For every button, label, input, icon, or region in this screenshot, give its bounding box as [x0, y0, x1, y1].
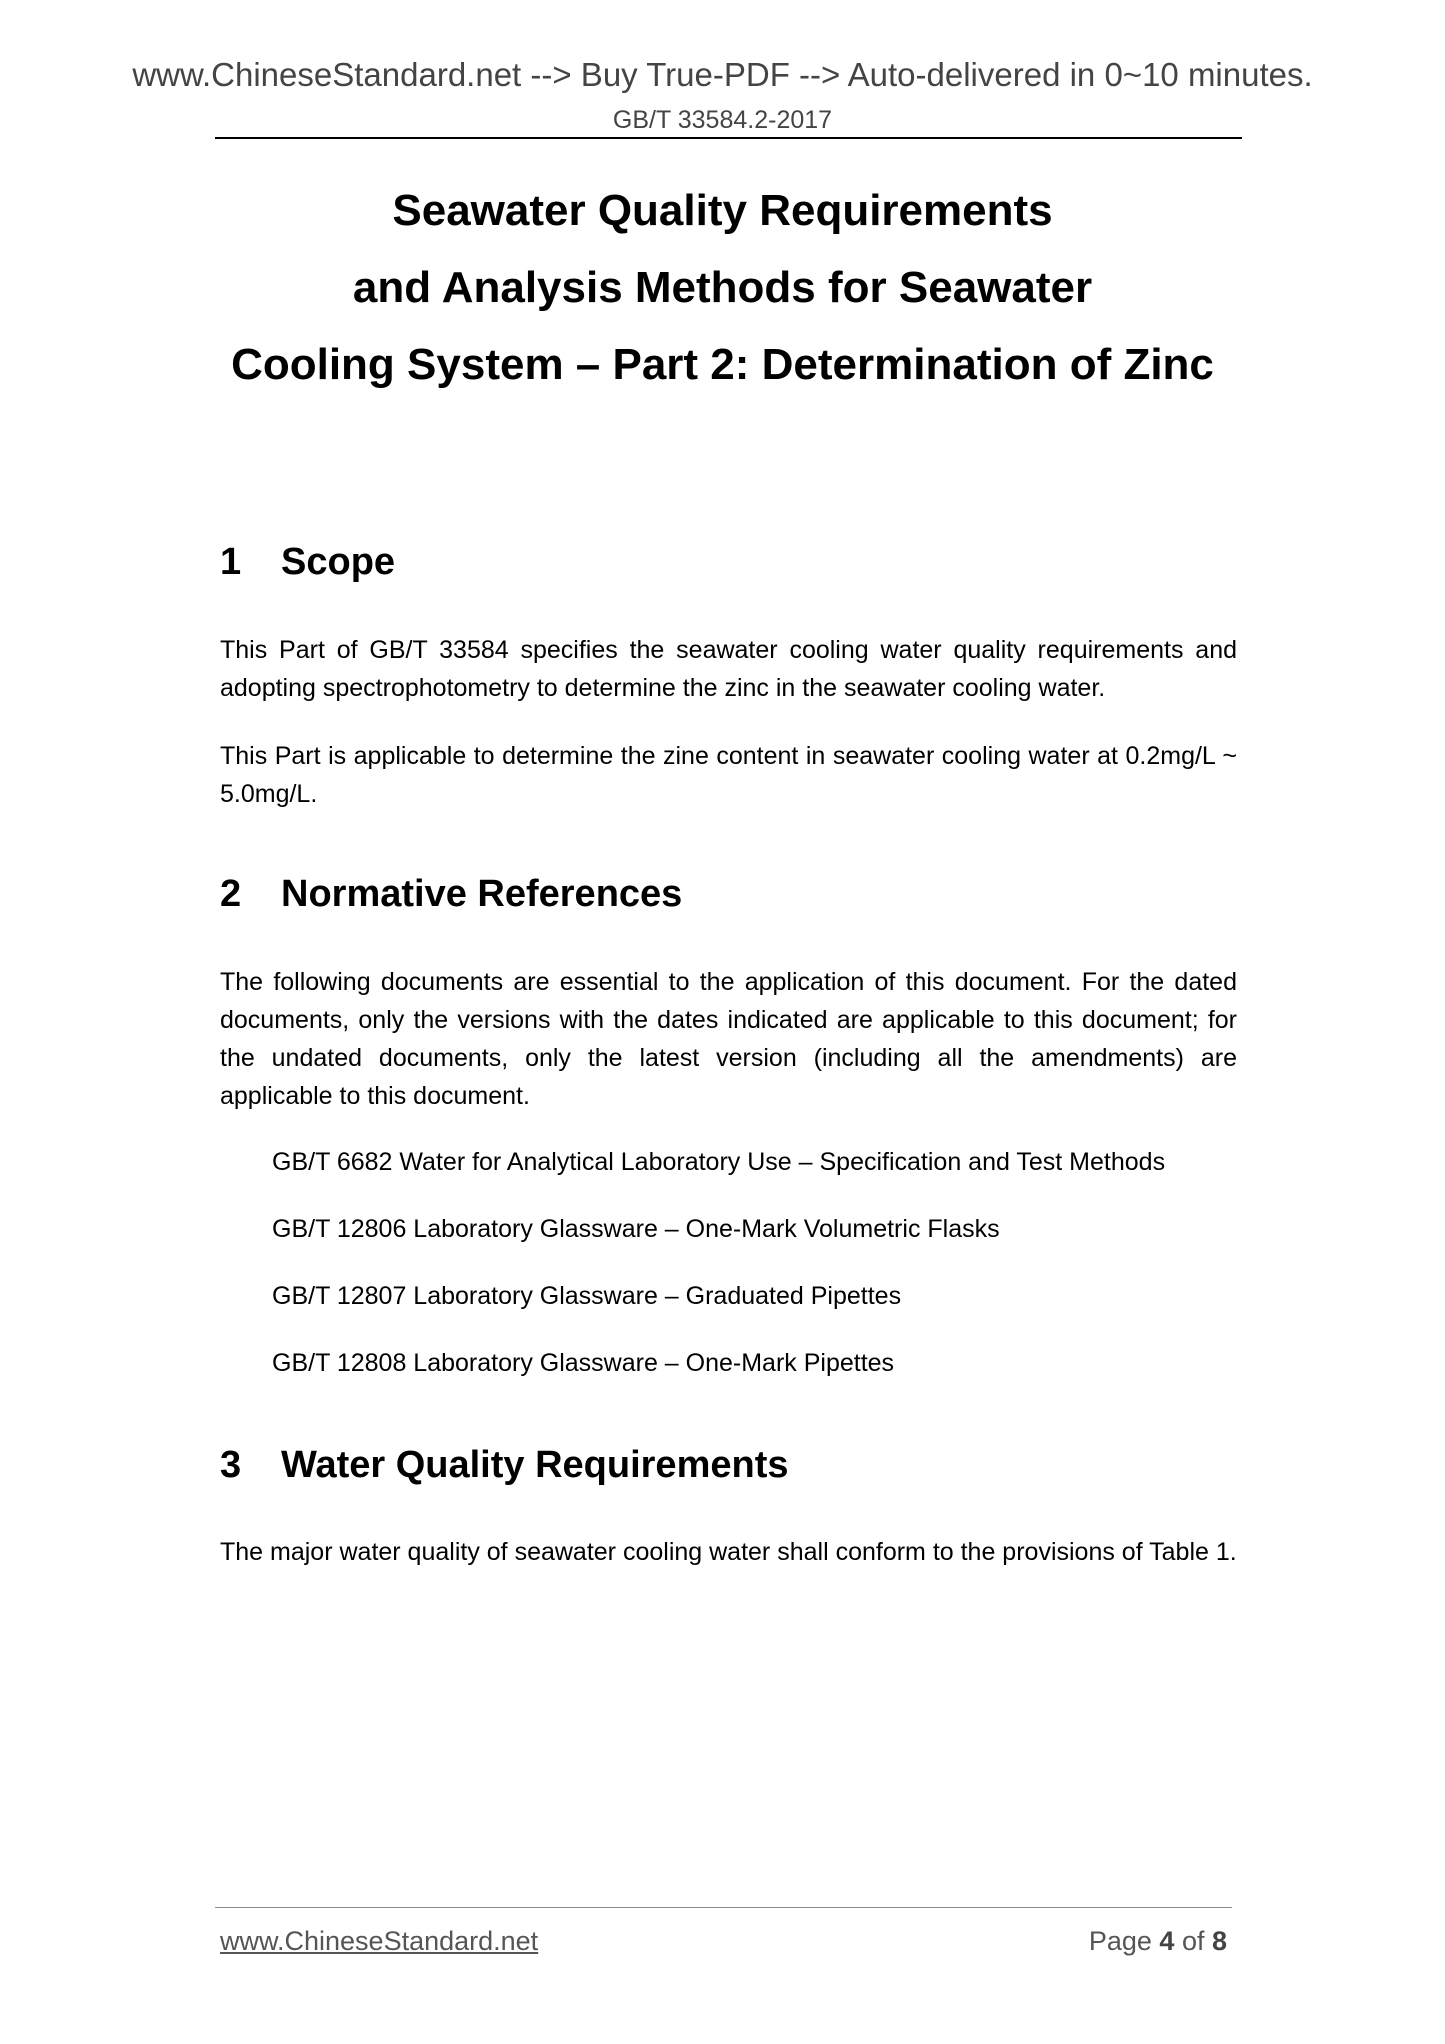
water-quality-paragraph: The major water quality of seawater cooling water shall conform to the provisions of Table 1.	[220, 1538, 1237, 1566]
standard-code: GB/T 33584.2-2017	[612, 106, 833, 134]
section-heading-scope	[220, 541, 395, 584]
document-title-line-3: Cooling System – Part 2: Determination of Zinc	[231, 340, 1214, 389]
section-heading-normative-references	[220, 873, 682, 916]
header-divider	[215, 137, 1242, 139]
footer-divider	[215, 1907, 1232, 1908]
scope-paragraph-2: This Part is applicable to determine the zine content in seawater cooling water at 0.2mg/L ~ 5.0mg/L.	[220, 742, 1237, 808]
page-of-label: of	[1174, 1926, 1212, 1956]
section-title: Water Quality Requirements	[281, 1444, 789, 1486]
scope-paragraph-1: This Part of GB/T 33584 specifies the seawater cooling water quality requirements and adopting spectrophotometry to determine the zinc in the seawater cooling water.	[220, 636, 1237, 702]
reference-item: GB/T 6682 Water for Analytical Laboratory Use – Specification and Test Methods	[272, 1148, 1166, 1176]
total-page-count: 8	[1211, 1926, 1227, 1956]
current-page-number: 4	[1159, 1926, 1175, 1956]
section-title: Normative References	[281, 873, 683, 915]
references-intro-paragraph: The following documents are essential to the application of this document. For the dated documents, only the versions with the dates indicated are applicable to this document; for the undated documents, only the latest version (including all the amendments) are applicable to this document.	[220, 968, 1237, 1110]
reference-item: GB/T 12808 Laboratory Glassware – One-Mark Pipettes	[272, 1349, 895, 1377]
section-number: 1	[220, 541, 242, 583]
reference-item: GB/T 12807 Laboratory Glassware – Graduated Pipettes	[272, 1282, 902, 1310]
reference-item: GB/T 12806 Laboratory Glassware – One-Mark Volumetric Flasks	[272, 1215, 1000, 1243]
top-banner: www.ChineseStandard.net --> Buy True-PDF --> Auto-delivered in 0~10 minutes.	[132, 56, 1313, 93]
document-title-line-2: and Analysis Methods for Seawater	[352, 263, 1093, 312]
section-heading-water-quality-requirements	[220, 1444, 789, 1487]
section-number: 2	[220, 873, 242, 915]
page-label: Page	[1088, 1926, 1160, 1956]
section-number: 3	[220, 1444, 242, 1486]
footer-site-link[interactable]: www.ChineseStandard.net	[220, 1926, 539, 1956]
section-title: Scope	[281, 541, 396, 583]
page-indicator	[1089, 1926, 1227, 1957]
document-title-line-1: Seawater Quality Requirements	[392, 186, 1053, 235]
